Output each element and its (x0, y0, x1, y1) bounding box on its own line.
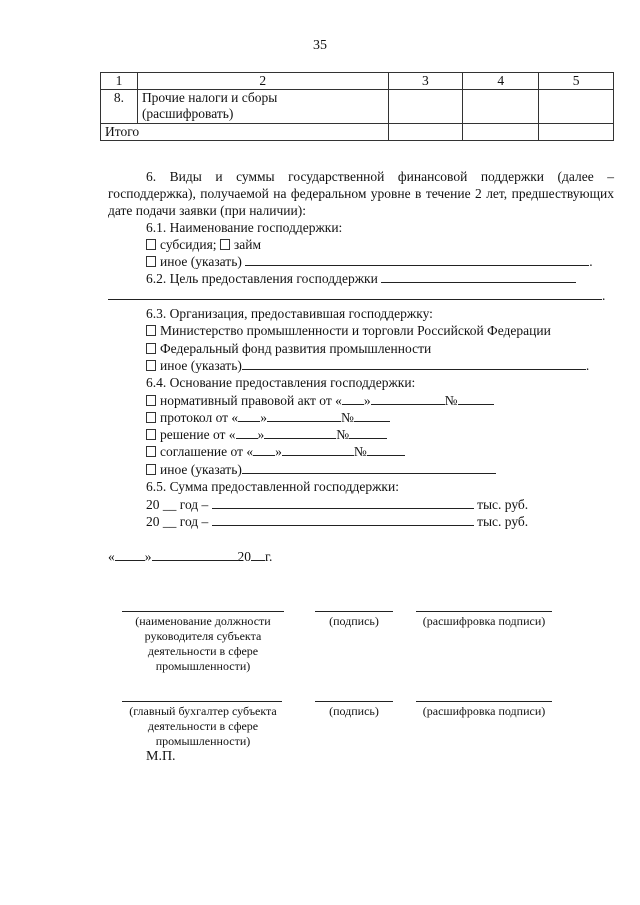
org-1-label: Министерство промышленности и торговли Российской Федерации (160, 323, 551, 338)
basis-4 (146, 443, 405, 460)
basis-5 (146, 461, 496, 478)
org-option-3: иное (указать) . (146, 357, 589, 374)
row-label-line1: Прочие налоги и сборы (141, 90, 278, 105)
table-cell (463, 124, 539, 141)
accountant-decode-line[interactable] (416, 701, 552, 702)
table-header-cell: 5 (539, 73, 614, 90)
subsidy-checkbox[interactable] (146, 239, 156, 250)
purpose-field[interactable] (381, 270, 576, 283)
table-cell (388, 90, 463, 124)
purpose-field-2[interactable] (108, 287, 602, 300)
loan-label: займ (233, 237, 261, 252)
basis-3-month[interactable] (264, 426, 336, 439)
date-year-field[interactable] (251, 548, 265, 561)
basis-1 (146, 392, 494, 409)
org-3-checkbox[interactable] (146, 360, 156, 371)
number-sign: № (336, 427, 350, 442)
heading-6-1: 6.1. Наименование господдержки: (146, 220, 343, 235)
number-sign: № (444, 393, 458, 408)
quote-close: » (257, 427, 265, 442)
date-open-quote: « (108, 549, 115, 564)
stamp-placeholder: М.П. (146, 749, 176, 764)
unit-label: тыс. руб. (477, 514, 529, 529)
heading-6-4: 6.4. Основание предоставления господдержки: (146, 375, 416, 390)
basis-other-field[interactable] (242, 461, 496, 474)
heading-6-2-row (146, 270, 576, 287)
other-label: иное (указать) (160, 254, 242, 269)
year-label: 20 __ год – (146, 497, 209, 512)
date-day-field[interactable] (115, 548, 145, 561)
amount-row-2 (146, 513, 528, 530)
basis-2-month[interactable] (267, 409, 341, 422)
date-suffix: г. (265, 549, 273, 564)
quote-close: » (275, 444, 282, 459)
basis-4-month[interactable] (282, 443, 354, 456)
basis-1-day[interactable] (342, 392, 364, 405)
heading-6-2: 6.2. Цель предоставления господдержки (146, 271, 378, 286)
basis-2-label: протокол от « (160, 410, 239, 425)
row-label-line2: (расшифровать) (141, 106, 234, 121)
org-2-label: Федеральный фонд развития промышленности (160, 341, 432, 356)
head-signature-line[interactable] (315, 611, 393, 612)
other-checkbox[interactable] (146, 256, 156, 267)
accountant-line (122, 701, 282, 702)
tax-table (100, 72, 614, 141)
head-signature-caption: (подпись) (329, 614, 379, 628)
head-decode-caption: (расшифровка подписи) (422, 614, 546, 628)
basis-1-checkbox[interactable] (146, 395, 156, 406)
aid-type-options (146, 236, 261, 253)
table-header-cell: 2 (137, 73, 388, 90)
amount-field-2[interactable] (212, 513, 474, 526)
basis-3-number[interactable] (349, 426, 387, 439)
other-field[interactable] (245, 253, 589, 266)
basis-5-checkbox[interactable] (146, 464, 156, 475)
org-option-2 (146, 340, 431, 357)
basis-3 (146, 426, 387, 443)
basis-3-checkbox[interactable] (146, 429, 156, 440)
basis-5-label: иное (указать) (160, 462, 242, 477)
basis-4-number[interactable] (367, 443, 405, 456)
basis-2-number[interactable] (354, 409, 390, 422)
head-decode-line[interactable] (416, 611, 552, 612)
table-cell (539, 124, 614, 141)
basis-4-checkbox[interactable] (146, 446, 156, 457)
date-month-field[interactable] (152, 548, 238, 561)
table-header-row (101, 73, 614, 90)
accountant-signature-caption: (подпись) (329, 704, 379, 718)
basis-2 (146, 409, 390, 426)
date-line (108, 548, 272, 565)
org-other-field[interactable] (242, 357, 586, 370)
accountant-signature-line[interactable] (315, 701, 393, 702)
subsidy-label: субсидия; (160, 237, 217, 252)
org-3-label: иное (указать) (160, 358, 242, 373)
basis-4-day[interactable] (253, 443, 275, 456)
table-header-cell: 1 (101, 73, 138, 90)
org-2-checkbox[interactable] (146, 343, 156, 354)
loan-checkbox[interactable] (220, 239, 230, 250)
year-label: 20 __ год – (146, 514, 209, 529)
aid-type-other: иное (указать) . (146, 253, 593, 270)
org-1-checkbox[interactable] (146, 325, 156, 336)
section-6-intro: 6. Виды и суммы государственной финансовой поддержки (далее – господдержка), получаемой на федеральном уровне в течение 2 лет, предшествующих дате подачи заявки (при наличии): (108, 169, 614, 218)
table-header-cell: 3 (388, 73, 463, 90)
row-number: 8. (101, 90, 138, 124)
purpose-continuation: . (108, 287, 605, 304)
page-number: 35 (313, 38, 327, 53)
table-cell (388, 124, 463, 141)
amount-field-1[interactable] (212, 496, 474, 509)
table-total-row (101, 124, 614, 141)
head-position-caption: (наименование должности руководителя субъекта деятельности в сфере промышленности) (135, 614, 271, 673)
table-cell (463, 90, 539, 124)
basis-1-number[interactable] (458, 392, 494, 405)
quote-close: » (260, 410, 267, 425)
number-sign: № (353, 444, 367, 459)
basis-2-day[interactable] (238, 409, 260, 422)
number-sign: № (340, 410, 354, 425)
head-position-line (122, 611, 284, 612)
basis-3-label: решение от « (160, 427, 236, 442)
unit-label: тыс. руб. (477, 497, 529, 512)
date-close-quote: » (144, 549, 152, 564)
total-label: Итого (101, 124, 389, 141)
table-row (101, 90, 614, 124)
table-cell (539, 90, 614, 124)
basis-4-label: соглашение от « (160, 444, 254, 459)
accountant-caption: (главный бухгалтер субъекта деятельности в сфере промышленности) (129, 704, 277, 748)
basis-1-label: нормативный правовой акт от « (160, 393, 342, 408)
date-year-prefix: 20 (237, 549, 251, 564)
basis-2-checkbox[interactable] (146, 412, 156, 423)
quote-close: » (363, 393, 371, 408)
basis-1-month[interactable] (371, 392, 445, 405)
amount-row-1 (146, 496, 528, 513)
heading-6-3: 6.3. Организация, предоставившая господдержку: (146, 306, 433, 321)
row-label (137, 90, 388, 124)
basis-3-day[interactable] (236, 426, 258, 439)
table-header-cell: 4 (463, 73, 539, 90)
heading-6-5: 6.5. Сумма предоставленной господдержки: (146, 479, 399, 494)
accountant-decode-caption: (расшифровка подписи) (422, 704, 546, 718)
org-option-1 (146, 322, 551, 339)
